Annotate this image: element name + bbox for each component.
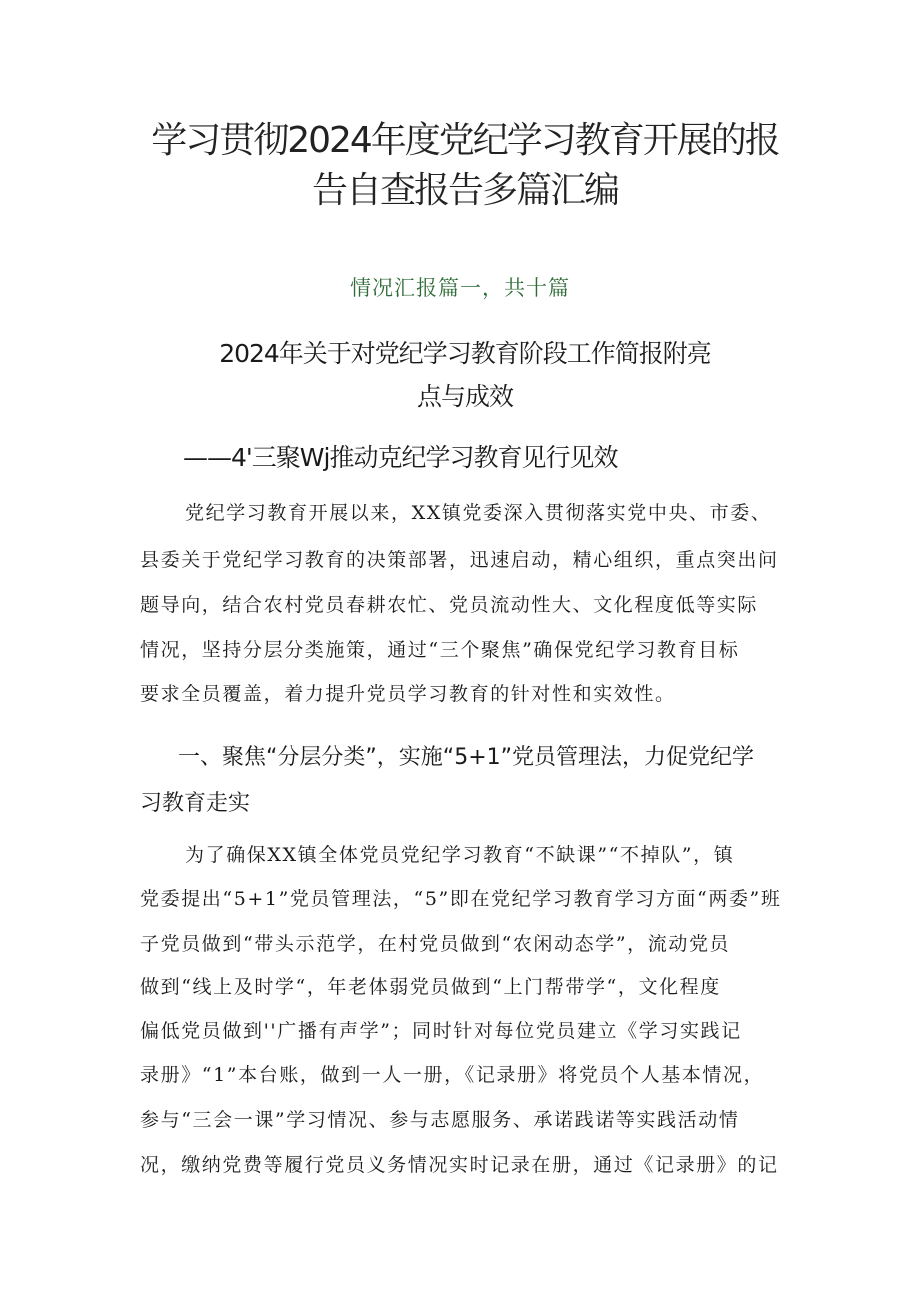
paragraph-2-line: 录册》“1”本台账，做到一人一册，《记录册》将党员个人基本情况， bbox=[140, 1064, 765, 1086]
subtitle-line-1: 2024年关于对党纪学习教育阶段工作简报附亮 bbox=[219, 339, 711, 368]
paragraph-2-line: 参与“三会一课”学习情况、参与志愿服务、承诺践诺等实践活动情 bbox=[140, 1109, 740, 1131]
section-heading-line-2: 习教育走实 bbox=[140, 791, 251, 816]
section-heading-line-1: 一、聚焦“分层分类”，实施“5+1”党员管理法，力促党纪学 bbox=[178, 745, 755, 770]
paragraph-1-line: 题导向，结合农村党员春耕农忙、党员流动性大、文化程度低等实际 bbox=[140, 594, 759, 616]
document-title-line-1: 学习贯彻2024年度党纪学习教育开展的报 bbox=[151, 120, 779, 161]
paragraph-2-line: 子党员做到“带头示范学，在村党员做到“农闲动态学”，流动党员 bbox=[140, 933, 731, 955]
sub-subtitle: ——4'三聚Wj推动克纪学习教育见行见效 bbox=[183, 443, 618, 472]
paragraph-2-line: 做到“线上及时学“，年老体弱党员做到“上门帮带学“，文化程度 bbox=[140, 976, 721, 998]
subtitle-line-2: 点与成效 bbox=[416, 382, 513, 411]
paragraph-1-line: 要求全员覆盖，着力提升党员学习教育的针对性和实效性。 bbox=[140, 683, 676, 705]
section-label: 情况汇报篇一，共十篇 bbox=[350, 276, 570, 300]
paragraph-2-line: 偏低党员做到''广播有声学”；同时针对每位党员建立《学习实践记 bbox=[140, 1020, 742, 1042]
paragraph-1-line: 党纪学习教育开展以来，XX镇党委深入贯彻落实党中央、市委、 bbox=[185, 502, 772, 524]
paragraph-1-line: 情况，坚持分层分类施策，通过“三个聚焦”确保党纪学习教育目标 bbox=[140, 639, 740, 661]
paragraph-1-line: 县委关于党纪学习教育的决策部署，迅速启动，精心组织，重点突出问 bbox=[140, 549, 779, 571]
document-title-line-2: 告自查报告多篇汇编 bbox=[311, 170, 618, 211]
paragraph-2-line: 况，缴纳党费等履行党员义务情况实时记录在册，通过《记录册》的记 bbox=[140, 1154, 779, 1176]
paragraph-2-line: 为了确保XX镇全体党员党纪学习教育“不缺课”“不掉队”，镇 bbox=[185, 844, 735, 866]
paragraph-2-line: 党委提出“5+1”党员管理法，“5”即在党纪学习教育学习方面“两委”班 bbox=[140, 888, 782, 910]
